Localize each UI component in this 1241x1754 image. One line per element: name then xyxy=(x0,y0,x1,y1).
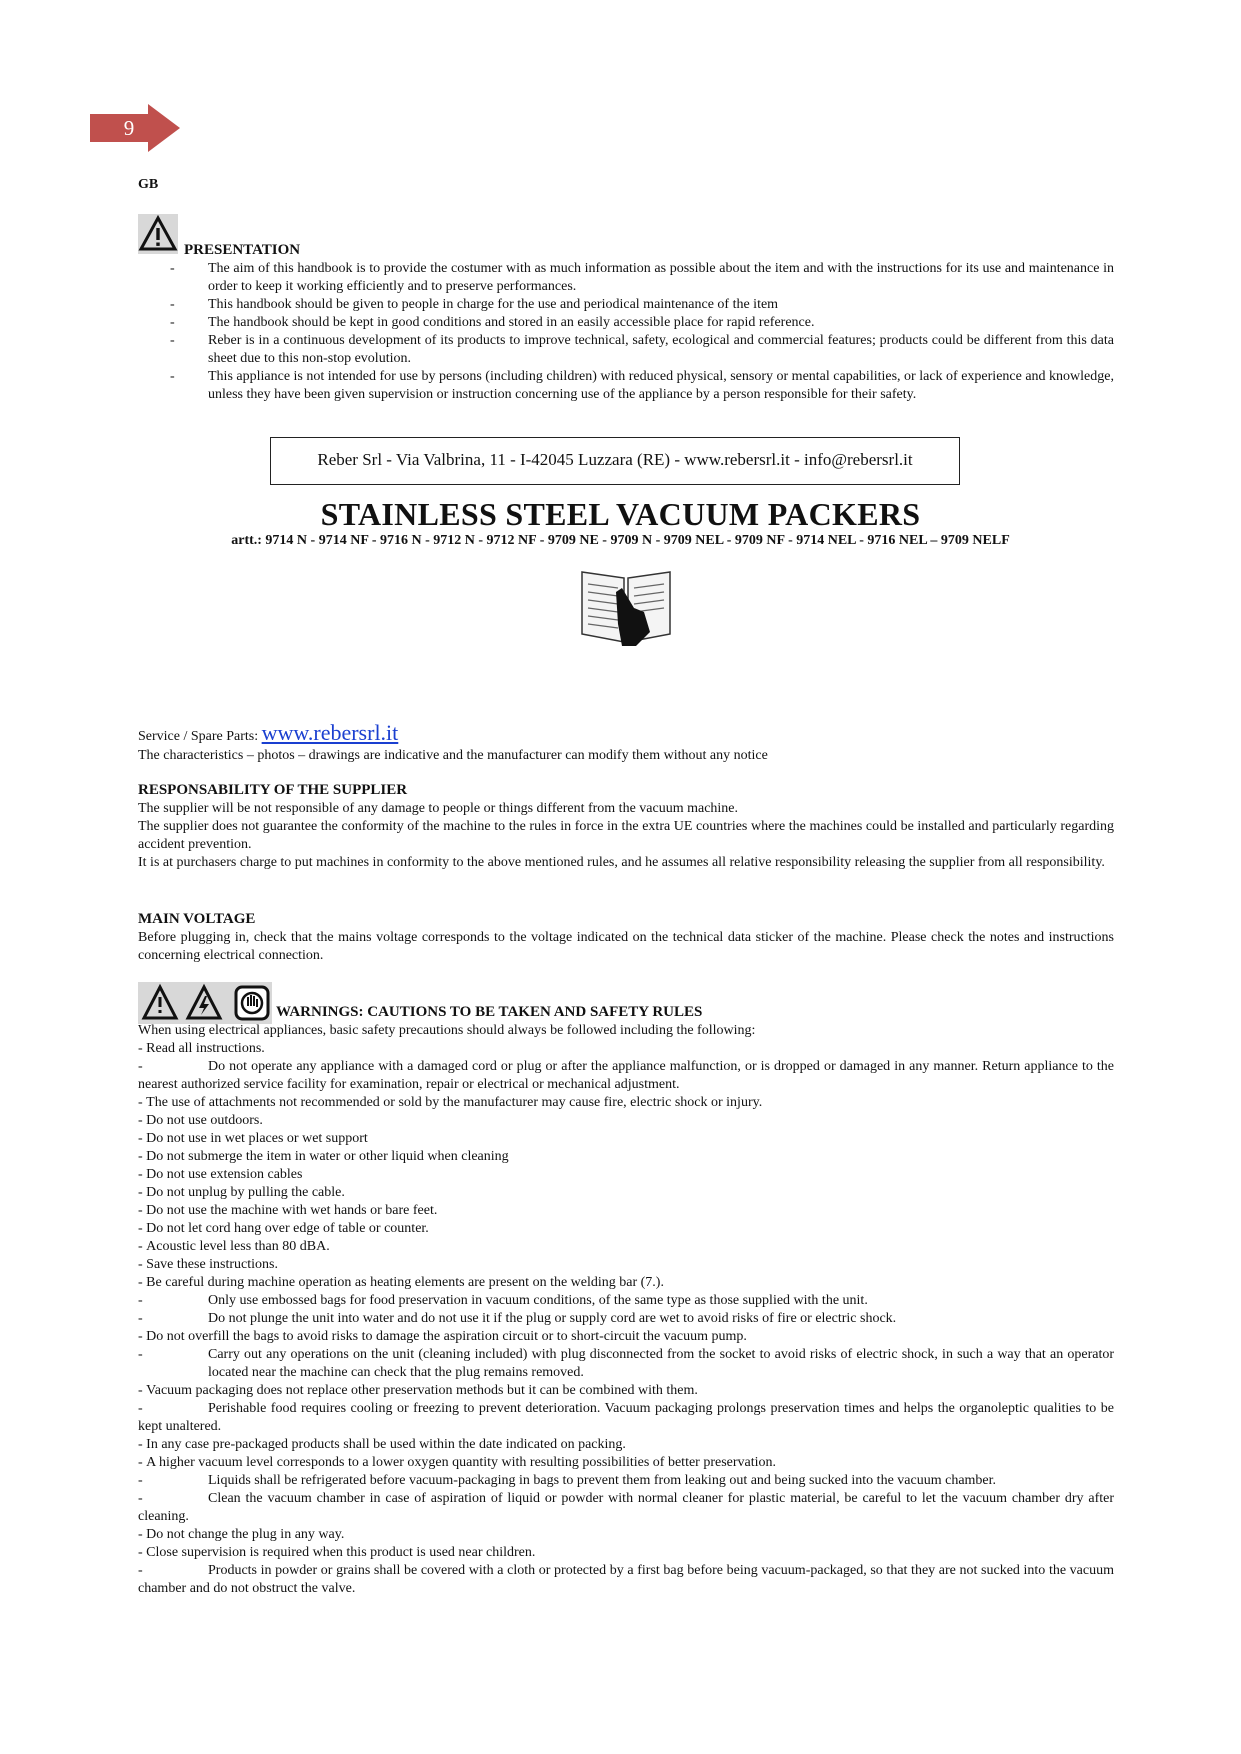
safety-warning-icons xyxy=(138,982,272,1024)
warning-item: - Products in powder or grains shall be covered with a cloth or protected by a first bag before being vacuum-packaged, so that they are not sucked into the vacuum chamber and do not obstruct the valve. xyxy=(138,1563,1114,1596)
presentation-title: PRESENTATION xyxy=(184,242,301,258)
warning-item: - Acoustic level less than 80 dBA. xyxy=(138,1239,330,1254)
warnings-list xyxy=(138,1040,1114,1598)
product-title: STAINLESS STEEL VACUUM PACKERS xyxy=(320,496,921,532)
warning-item: - Only use embossed bags for food preservation in vacuum conditions, of the same type as those supplied with the unit. xyxy=(138,1293,868,1308)
warning-item: - Do not unplug by pulling the cable. xyxy=(138,1185,345,1200)
voltage-title: MAIN VOLTAGE xyxy=(138,911,256,927)
warning-item: - Do not change the plug in any way. xyxy=(138,1527,345,1542)
presentation-list xyxy=(170,260,1114,404)
warning-item: - Clean the vacuum chamber in case of aspiration of liquid or powder with normal cleaner for plastic material, be careful to let the vacuum chamber dry after cleaning. xyxy=(138,1491,1114,1524)
warning-item: - Do not operate any appliance with a damaged cord or plug or after the appliance malfunction, or is dropped or damaged in any manner. Return appliance to the nearest authorized service facility for examination, repair or electrical or mechanical adjustment. xyxy=(138,1059,1114,1092)
warning-item: - Do not use the machine with wet hands or bare feet. xyxy=(138,1203,438,1218)
service-link[interactable]: www.rebersrl.it xyxy=(261,720,399,745)
page-number: 9 xyxy=(123,116,135,140)
article-codes: artt.: 9714 N - 9714 NF - 9716 N - 9712 N - 9712 NF - 9709 NE - 9709 N - 9709 NEL - 9709 NF - 9714 NEL - 9716 NEL – 9709 NELF xyxy=(231,533,1010,548)
warning-item: - Do not use in wet places or wet support xyxy=(138,1131,368,1146)
warning-item: - Do not let cord hang over edge of table or counter. xyxy=(138,1221,429,1236)
warning-item: - Do not submerge the item in water or other liquid when cleaning xyxy=(138,1149,509,1164)
warning-item: - Read all instructions. xyxy=(138,1041,265,1056)
voltage-body: Before plugging in, check that the mains voltage corresponds to the voltage indicated on the technical data sticker of the machine. Please check the notes and instructions concerning electrical connection. xyxy=(138,930,1114,963)
company-address-box: Reber Srl - Via Valbrina, 11 - I-42045 Luzzara (RE) - www.rebersrl.it - info@rebersrl.it xyxy=(270,437,960,485)
warning-item: - The use of attachments not recommended or sold by the manufacturer may cause fire, electric shock or injury. xyxy=(138,1095,763,1110)
warning-item: - Close supervision is required when this product is used near children. xyxy=(138,1545,536,1560)
warning-item: - Do not use outdoors. xyxy=(138,1113,263,1128)
read-manual-icon xyxy=(578,562,674,646)
warning-item: - Do not overfill the bags to avoid risks to damage the aspiration circuit or to short-circuit the vacuum pump. xyxy=(138,1329,747,1344)
warning-item: - Perishable food requires cooling or freezing to prevent deterioration. Vacuum packaging prolongs preservation times and helps the organoleptic qualities to be kept unaltered. xyxy=(138,1401,1114,1434)
list-item: - The aim of this handbook is to provide the costumer with as much information as possible about the item and with the instructions for its use and maintenance in order to keep it working efficiently and to preserve performances. xyxy=(170,261,1114,294)
warning-item: - Do not use extension cables xyxy=(138,1167,303,1182)
warnings-intro: When using electrical appliances, basic safety precautions should always be followed including the following: xyxy=(138,1023,756,1038)
disclaimer-note: The characteristics – photos – drawings are indicative and the manufacturer can modify them without any notice xyxy=(138,748,768,763)
warning-item: - Liquids shall be refrigerated before vacuum-packaging in bags to prevent them from leaking out and being sucked into the vacuum chamber. xyxy=(138,1473,997,1488)
warning-item: - Be careful during machine operation as heating elements are present on the welding bar (7.). xyxy=(138,1275,664,1290)
warning-item: - Vacuum packaging does not replace other preservation methods but it can be combined with them. xyxy=(138,1383,698,1398)
service-line: Service / Spare Parts: www.rebersrl.it xyxy=(138,720,399,745)
list-item: - The handbook should be kept in good conditions and stored in an easily accessible place for rapid reference. xyxy=(170,315,815,330)
warning-item: - Carry out any operations on the unit (cleaning included) with plug disconnected from the socket to avoid risks of electric shock, in such a way that an operator located near the machine can check that the plug remains removed. xyxy=(138,1347,1114,1380)
responsibility-title: RESPONSABILITY OF THE SUPPLIER xyxy=(138,782,408,798)
list-item: - This handbook should be given to people in charge for the use and periodical maintenance of the item xyxy=(170,297,779,312)
warning-triangle-icon xyxy=(138,214,178,254)
warnings-title: WARNINGS: CAUTIONS TO BE TAKEN AND SAFETY RULES xyxy=(276,1004,703,1020)
list-item: - This appliance is not intended for use by persons (including children) with reduced physical, sensory or mental capabilities, or lack of experience and knowledge, unless they have been given supervision or instruction concerning use of the appliance by a person responsible for their safety. xyxy=(170,369,1114,402)
warning-item: - A higher vacuum level corresponds to a lower oxygen quantity with resulting possibilities of better preservation. xyxy=(138,1455,777,1470)
warning-item: - In any case pre-packaged products shall be used within the date indicated on packing. xyxy=(138,1437,626,1452)
language-code: GB xyxy=(138,177,159,192)
warning-item: - Save these instructions. xyxy=(138,1257,278,1272)
warning-item: - Do not plunge the unit into water and do not use it if the plug or supply cord are wet to avoid risks of fire or electric shock. xyxy=(138,1311,897,1326)
responsibility-body: The supplier will be not responsible of any damage to people or things different from the vacuum machine. The supplier does not guarantee the conformity of the machine to the rules in force in the extra UE countries where the machines could be installed and particularly regarding accident prevention. It is at purchasers charge to put machines in conformity to the above mentioned rules, and he assumes all relative responsibility releasing the supplier from all responsibility. xyxy=(138,801,1114,870)
list-item: - Reber is in a continuous development of its products to improve technical, safety, ecological and commercial features; products could be different from this data sheet due to this non-stop evolution. xyxy=(170,333,1114,366)
